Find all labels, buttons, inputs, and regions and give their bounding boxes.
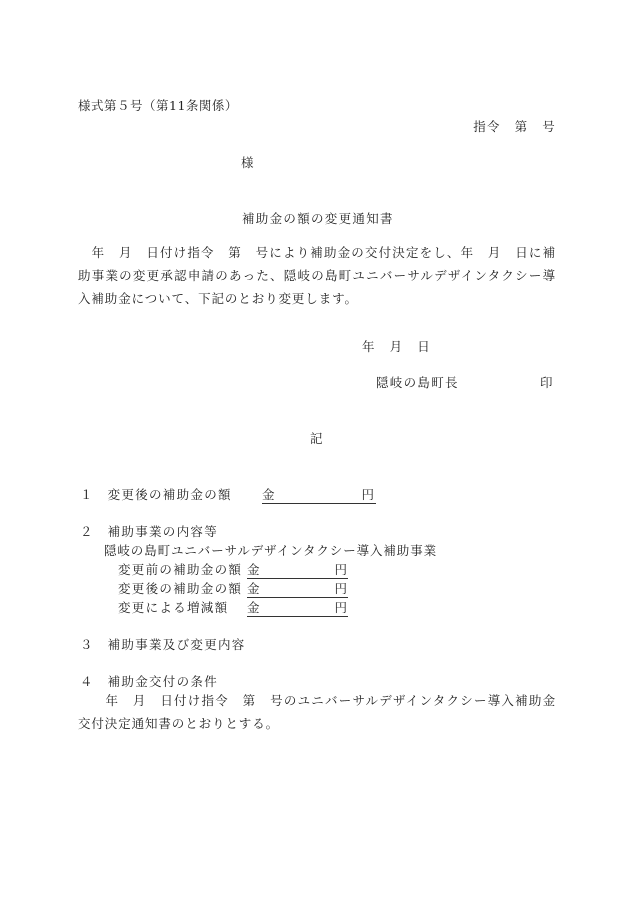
item4-label: ４ 補助金交付の条件	[80, 674, 219, 689]
diff-amount-field	[247, 602, 348, 620]
form-number: 様式第５号（第11条関係）	[78, 98, 238, 113]
amount-prefix: 金	[262, 487, 275, 502]
amount-prefix: 金	[247, 581, 260, 596]
item1-amount-field	[262, 489, 376, 507]
issue-date: 年 月 日	[362, 339, 432, 354]
before-amount-label: 変更前の補助金の額	[118, 562, 243, 577]
item4-paragraph: 年 月 日付け指令 第 号のユニバーサルデザインタクシー導入補助金交付決定通知書のとおりとする。	[78, 693, 556, 731]
item1-label: １ 変更後の補助金の額	[80, 487, 232, 502]
directive-number: 指令 第 号	[473, 119, 556, 134]
amount-prefix: 金	[247, 562, 260, 577]
amount-unit: 円	[334, 562, 347, 577]
amount-unit: 円	[334, 600, 347, 615]
document-title: 補助金の額の変更通知書	[242, 211, 394, 226]
intro-paragraph: 年 月 日付け指令 第 号により補助金の交付決定をし、年 月 日に補助事業の変更承認申請のあった、隠岐の島町ユニバーサルデザインタクシー導入補助金について、下記のとおり変更します。	[78, 245, 556, 306]
item2-label: ２ 補助事業の内容等	[80, 524, 219, 539]
ki-heading: 記	[310, 431, 323, 446]
item3-label: ３ 補助事業及び変更内容	[80, 637, 246, 652]
amount-unit: 円	[334, 581, 347, 596]
addressee-suffix: 様	[241, 155, 254, 170]
seal-mark: 印	[540, 375, 553, 390]
diff-amount-label: 変更による増減額	[118, 600, 229, 615]
before-amount-field	[247, 564, 348, 582]
after-amount-label: 変更後の補助金の額	[118, 581, 243, 596]
after-amount-field	[247, 583, 348, 601]
amount-unit: 円	[361, 487, 374, 502]
amount-prefix: 金	[247, 600, 260, 615]
project-name: 隠岐の島町ユニバーサルデザインタクシー導入補助事業	[104, 543, 438, 558]
issuer-name: 隠岐の島町長	[376, 375, 459, 390]
